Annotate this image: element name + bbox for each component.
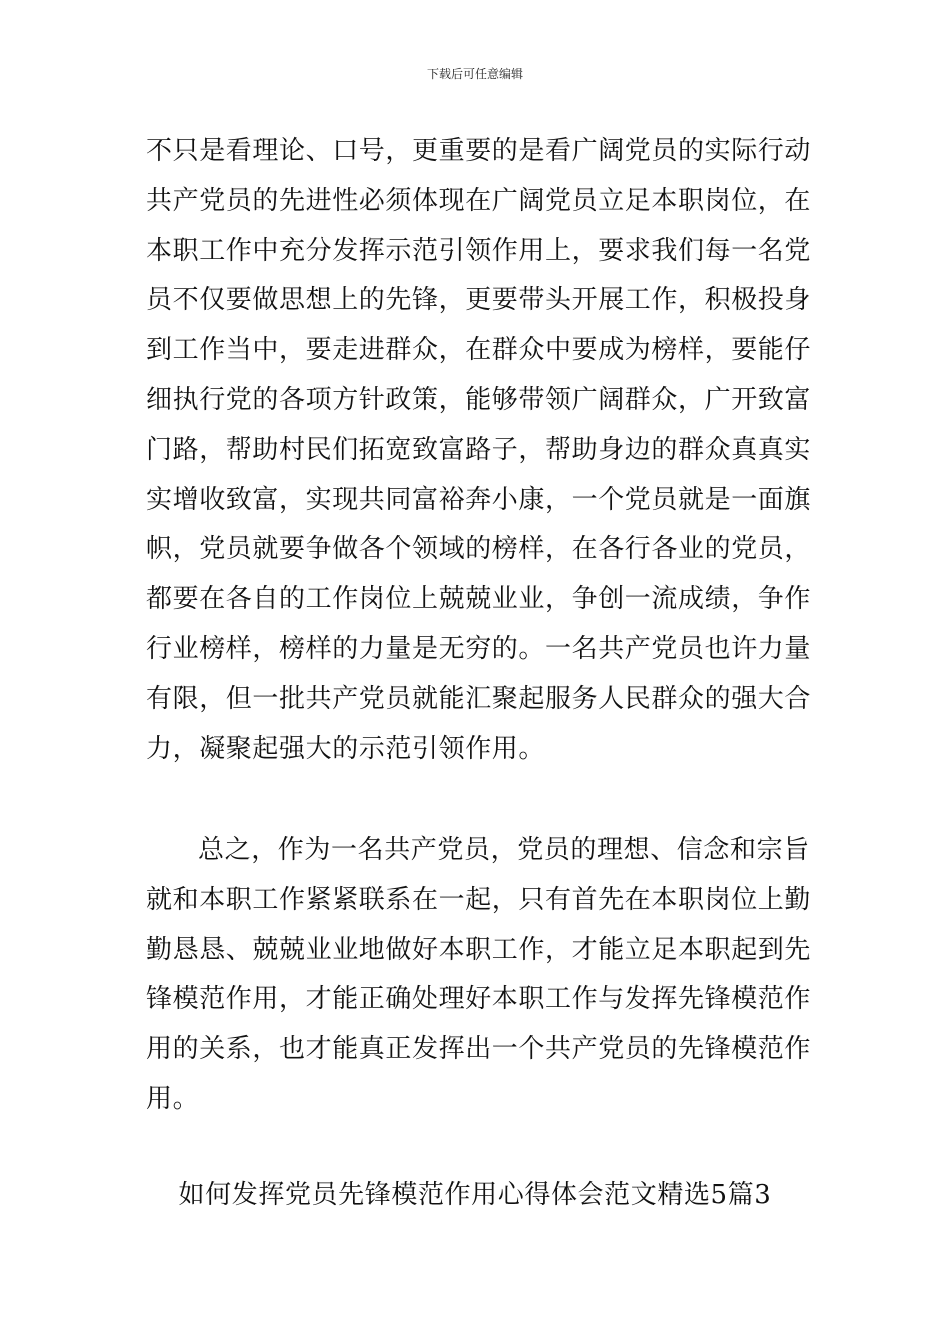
paragraph-line: 用的关系，也才能真正发挥出一个共产党员的先锋模范作 — [146, 1034, 812, 1065]
paragraph-line: 有限，但一批共产党员就能汇聚起服务人民群众的强大合 — [146, 683, 812, 714]
paragraph-line: 锋模范作用，才能正确处理好本职工作与发挥先锋模范作 — [146, 984, 812, 1015]
paragraph-line: 总之，作为一名共产党员，党员的理想、信念和宗旨 — [198, 835, 810, 865]
paragraph-line: 就和本职工作紧紧联系在一起，只有首先在本职岗位上勤 — [146, 884, 812, 915]
paragraph-line: 用。 — [146, 1083, 200, 1114]
paragraph-line: 细执行党的各项方针政策，能够带领广阔群众，广开致富 — [146, 384, 812, 415]
paragraph-line: 勤恳恳、兢兢业业地做好本职工作，才能立足本职起到先 — [146, 934, 812, 965]
paragraph-line: 帜，党员就要争做各个领域的榜样，在各行各业的党员， — [146, 534, 812, 565]
paragraph-line: 门路，帮助村民们拓宽致富路子，帮助身边的群众真真实 — [146, 434, 812, 465]
paragraph-line: 实增收致富，实现共同富裕奔小康，一个党员就是一面旗 — [146, 484, 812, 515]
paragraph-line: 不只是看理论、口号，更重要的是看广阔党员的实际行动 — [146, 136, 812, 166]
paragraph-line: 员不仅要做思想上的先锋，更要带头开展工作，积极投身 — [146, 285, 812, 316]
paragraph-line: 行业榜样，榜样的力量是无穷的。一名共产党员也许力量 — [146, 633, 812, 664]
page-header: 下载后可任意编辑 — [426, 67, 523, 81]
section-title: 如何发挥党员先锋模范作用心得体会范文精选5篇3 — [178, 1180, 772, 1210]
paragraph-line: 都要在各自的工作岗位上兢兢业业，争创一流成绩，争作 — [146, 584, 812, 615]
paragraph-line: 力，凝聚起强大的示范引领作用。 — [146, 733, 546, 764]
paragraph-line: 本职工作中充分发挥示范引领作用上，要求我们每一名党 — [146, 235, 812, 266]
paragraph-line: 到工作当中，要走进群众，在群众中要成为榜样，要能仔 — [146, 335, 812, 366]
paragraph-line: 共产党员的先进性必须体现在广阔党员立足本职岗位，在 — [146, 185, 812, 216]
body-paragraph-2 — [146, 826, 812, 1125]
body-paragraph-1 — [146, 127, 812, 774]
